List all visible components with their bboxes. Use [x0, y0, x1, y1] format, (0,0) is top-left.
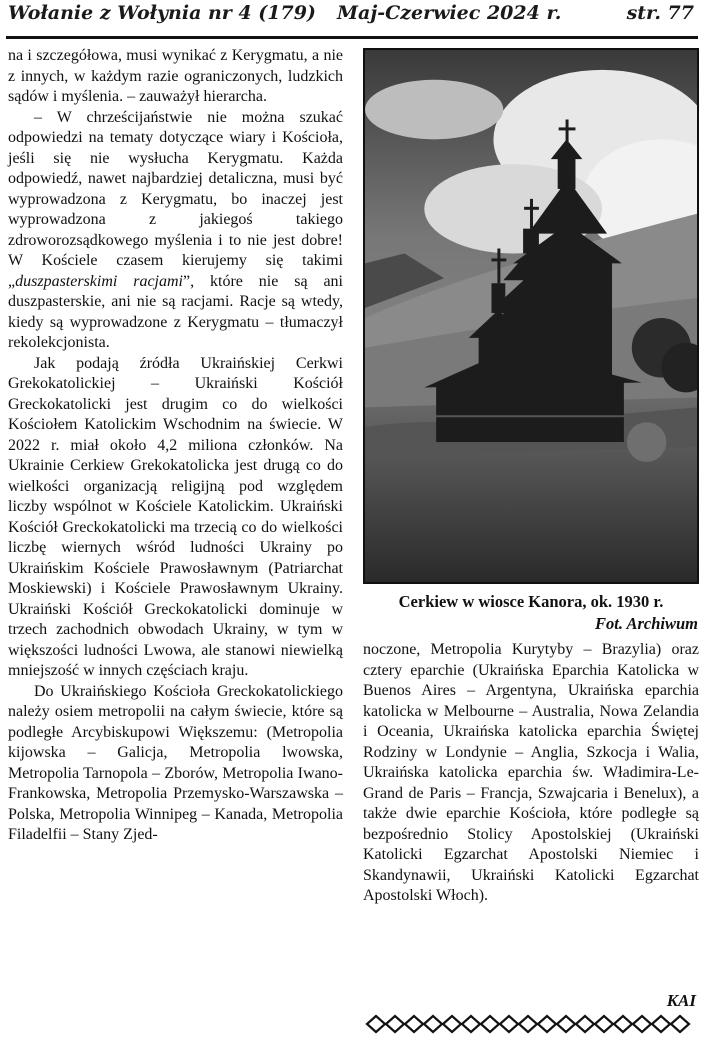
paragraph: Do Ukraińskiego Kościoła Greckokatolickiego należy osiem metropolii na całym świecie, które są podległe Arcybiskupowi Większemu: (Metropolia kijowska – Galicja, Metropolia lwowska, Metropolia Tarnopola – Zborów, Metropolia Iwano-Frankowska, Metropolia Przemysko-Warszawska – Polska, Metropolia Winnipeg – Kanada, Metropolia Filadelfii – Stany Zjed-: [8, 682, 343, 843]
paragraph: Jak podają źródła Ukraińskiej Cerkwi Grekokatolickiej – Ukraiński Kościół Greckokatolicki jest drugim co do wielkości Kościołem Katolickim Wschodnim na świecie. W 2022 r. miał około 4,2 miliona członków. Na Ukrainie Cerkiew Grekokatolicka jest drugą co do wielkości organizacją religijną pod względem liczby wspólnot w Kościele Katolickim. Ukraiński Kościół Greckokatolicki ma trzecią co do wielkości liczbę wiernych wśród ludności Ukrainy po Ukraińskim Kościele Prawosławnym (Patriarchat Moskiewski) i Kościele Prawosławnym Ukrainy. Ukraiński Kościół Greckokatolicki dominuje w trzech zachodnich obwodach Ukrainy, w tym w większości ludności Lwowa, ale stanowi niewielką mniejszość w innych częściach kraju.: [8, 354, 343, 679]
author-signature: KAI: [666, 991, 696, 1010]
publication-title: Wołanie z Wołynia nr 4 (179): [8, 2, 316, 24]
issue-date: Maj-Czerwiec 2024 r.: [337, 2, 562, 24]
header-divider: [6, 36, 698, 39]
photo-credit: Fot. Archiwum: [594, 614, 698, 633]
photo-caption: Cerkiew w wiosce Kanora, ok. 1930 r.: [398, 592, 664, 611]
italic-phrase: duszpasterskimi racjami: [15, 272, 184, 290]
article-right-column: [363, 640, 699, 907]
paragraph: na i szczegółowa, musi wynikać z Kerygmatu, a nie z innych, w każdym razie ograniczonych, ludzkich sądów i myślenia. – zauważył hierarcha.: [8, 47, 343, 105]
running-header: [6, 0, 698, 36]
church-photo: [363, 48, 699, 584]
paragraph: noczone, Metropolia Kurytyby – Brazylia) oraz cztery eparchie (Ukraińska Eparchia Katolicka w Buenos Aires – Argentyna, Ukraińska eparchia katolicka w Melbourne – Australia, Nowa Zelandia i Oceania, Ukraińska katolicka eparchia Świętej Rodziny w Londynie – Anglia, Szkocja i Walia, Ukraińska katolicka eparchia św. Władimira-Le-Grand de Paris – Francja, Szwajcaria i Benelux), a także dwie eparchie Kościoła, które podległe są bezpośrednio Stolicy Apostolskiej (Ukraiński Katolicki Egzarchat Apostolski Niemiec i Skandynawii, Ukraiński Katolicki Egzarchat Apostolski Włoch).: [363, 641, 699, 904]
paragraph: – W chrześcijaństwie nie można szukać odpowiedzi na tematy dotyczące wiary i Kościoła, jeśli się nie wysłucha Kerygmatu. Każda odpowiedź, nawet najbardziej detaliczna, musi być wyprowadzona z Kerygmatu, bo inaczej jest wyprowadzona z jakiegoś takiego zdroworozsądkowego myślenia i to nie jest dobre! W Kościele czasem kierujemy się takimi „duszpasterskimi racjami”, które nie są ani duszpasterskie, ani nie są racjami. Racje są wtedy, kiedy są wyprowadzone z Kerygmatu – tłumaczył rekolekcjonista.: [8, 108, 344, 351]
decorative-border: [365, 1014, 699, 1034]
article-left-column: [8, 46, 343, 846]
page-number: str. 77: [626, 2, 694, 24]
